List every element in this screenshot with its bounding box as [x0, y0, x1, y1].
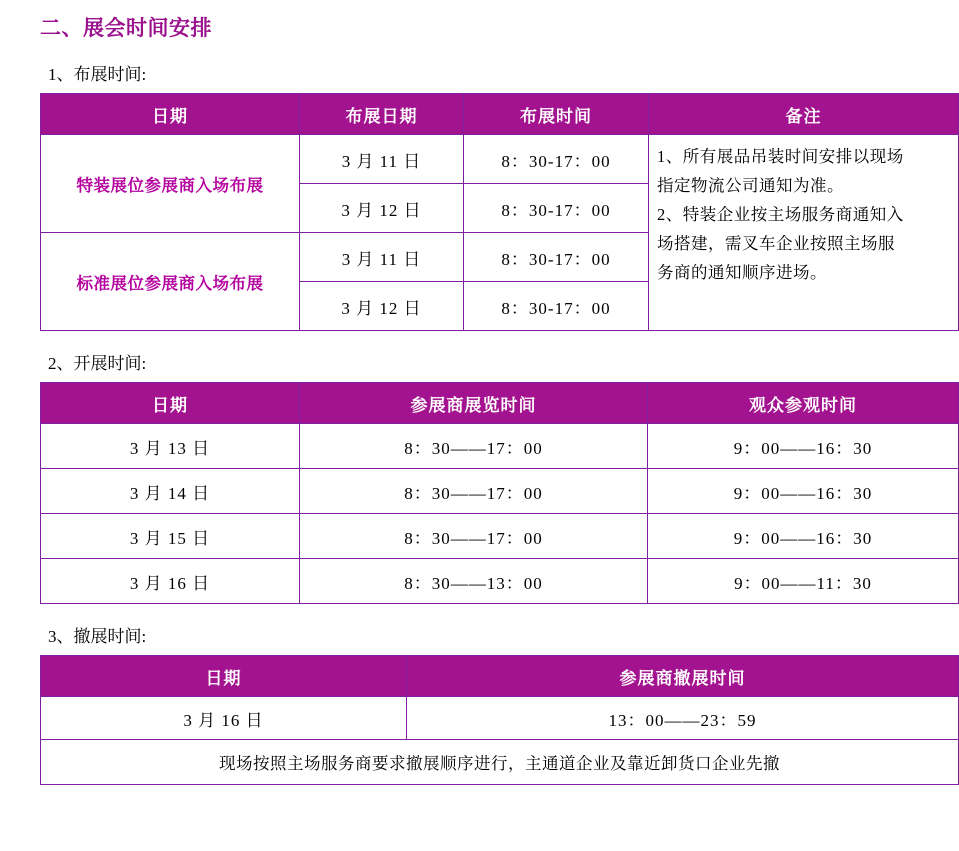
open-time-label: 2、开展时间: [48, 354, 147, 373]
exhibitor-time-cell: 8：30——13：00 [300, 559, 648, 604]
table-header-row [41, 94, 959, 135]
table-row [41, 469, 959, 514]
open-date-cell: 3 月 13 日 [41, 424, 300, 469]
setup-time-table [40, 93, 959, 331]
table-row [41, 740, 959, 785]
row-header-standard-booth: 标准展位参展商入场布展 [41, 233, 300, 331]
visitor-time-cell: 9：00——16：30 [648, 469, 959, 514]
column-header-date: 日期 [41, 94, 300, 135]
exhibitor-time-cell: 8：30——17：00 [300, 514, 648, 559]
column-header-date: 日期 [41, 383, 300, 424]
setup-date-cell: 3 月 12 日 [300, 184, 464, 233]
remark-line: 场搭建，需叉车企业按照主场服 [657, 233, 895, 253]
table-row [41, 697, 959, 740]
column-header-visitor-time: 观众参观时间 [648, 383, 959, 424]
table-header-row [41, 383, 959, 424]
remark-line: 务商的通知顺序进场。 [657, 262, 827, 282]
column-header-date: 日期 [41, 656, 407, 697]
table-header-row [41, 656, 959, 697]
teardown-footnote-cell: 现场按照主场服务商要求撤展顺序进行，主通道企业及靠近卸货口企业先撤 [41, 740, 959, 785]
open-date-cell: 3 月 14 日 [41, 469, 300, 514]
setup-time-cell: 8：30-17：00 [464, 282, 649, 331]
visitor-time-cell: 9：00——11：30 [648, 559, 959, 604]
setup-time-cell: 8：30-17：00 [464, 135, 649, 184]
teardown-time-table [40, 655, 959, 785]
table-row [41, 424, 959, 469]
row-header-special-booth: 特装展位参展商入场布展 [41, 135, 300, 233]
table-row [41, 135, 959, 184]
column-header-setup-date: 布展日期 [300, 94, 464, 135]
setup-date-cell: 3 月 11 日 [300, 233, 464, 282]
setup-date-cell: 3 月 11 日 [300, 135, 464, 184]
column-header-teardown-time: 参展商撤展时间 [407, 656, 959, 697]
remark-cell [649, 135, 959, 331]
table-row [41, 514, 959, 559]
visitor-time-cell: 9：00——16：30 [648, 514, 959, 559]
document-page [0, 12, 959, 851]
page-title: 二、展会时间安排 [40, 17, 212, 40]
open-date-cell: 3 月 15 日 [41, 514, 300, 559]
teardown-time-cell: 13：00——23：59 [407, 697, 959, 740]
remark-line: 指定物流公司通知为准。 [657, 175, 844, 195]
setup-date-cell: 3 月 12 日 [300, 282, 464, 331]
setup-time-cell: 8：30-17：00 [464, 233, 649, 282]
remark-line: 2、特装企业按主场服务商通知入 [657, 204, 904, 224]
teardown-time-label: 3、撤展时间: [48, 627, 147, 646]
column-header-exhibitor-time: 参展商展览时间 [300, 383, 648, 424]
open-time-table [40, 382, 959, 604]
visitor-time-cell: 9：00——16：30 [648, 424, 959, 469]
open-date-cell: 3 月 16 日 [41, 559, 300, 604]
exhibitor-time-cell: 8：30——17：00 [300, 424, 648, 469]
setup-time-label: 1、布展时间: [48, 65, 147, 84]
teardown-date-cell: 3 月 16 日 [41, 697, 407, 740]
column-header-remark: 备注 [649, 94, 959, 135]
remark-line: 1、所有展品吊装时间安排以现场 [657, 147, 904, 166]
exhibitor-time-cell: 8：30——17：00 [300, 469, 648, 514]
setup-time-cell: 8：30-17：00 [464, 184, 649, 233]
column-header-setup-time: 布展时间 [464, 94, 649, 135]
table-row [41, 559, 959, 604]
